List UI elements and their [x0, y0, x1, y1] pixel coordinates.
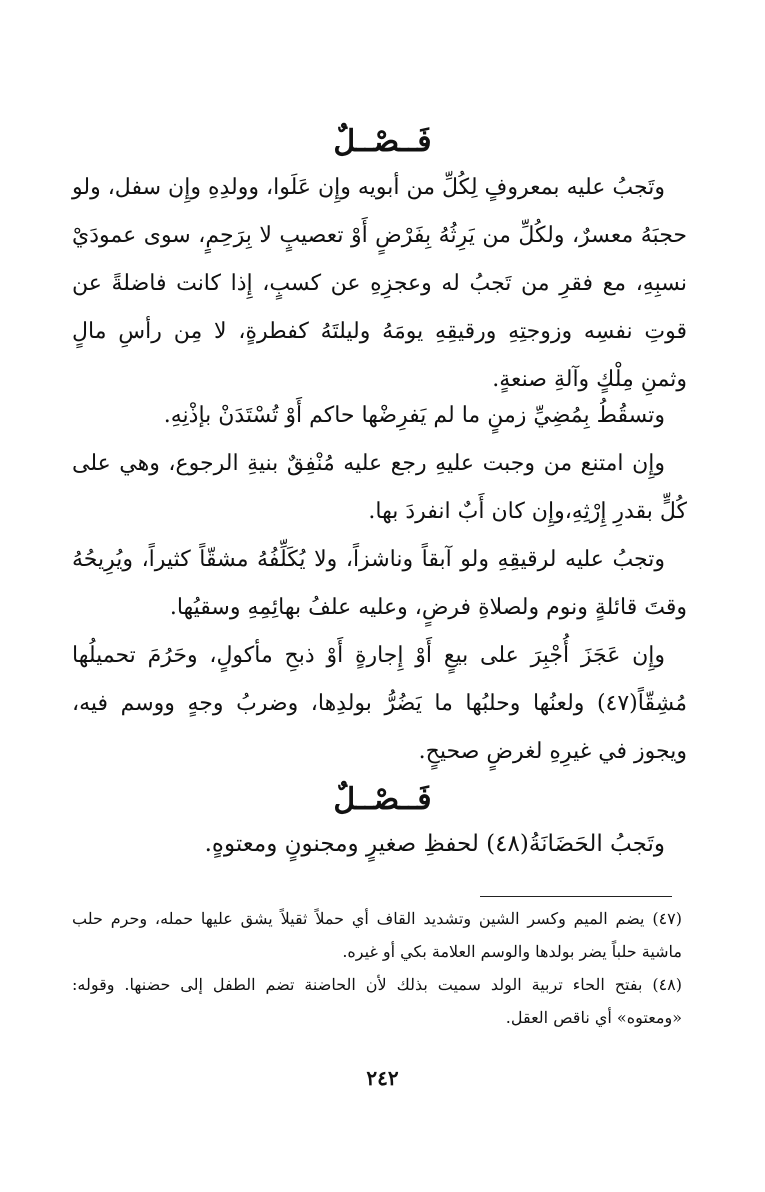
- paragraph: [72, 392, 687, 440]
- paragraph-text: وإِن عَجَزَ أُجْبِرَ على بيعٍ أَوْ إِجارةٍ أَوْ ذبحِ مأكولٍ، وحَرُمَ تحميلُها مُشِقّاً(٤٧) ولعنُها وحلبُها ما يَضُرُّ بولدِها، وضربُ وجهٍ ووسم فيه، ويجوز في غيرِهِ لغرضٍ صحيحٍ.: [72, 643, 687, 764]
- footnote-47: (٤٧) يضم الميم وكسر الشين وتشديد القاف أي حملاً ثقيلاً يشق عليها حمله، وحرم حلب ماشية حلباً يضر بولدها والوسم العلامة بكي أو غيره.: [72, 909, 682, 961]
- paragraph: [72, 820, 687, 868]
- footnote-48: (٤٨) بفتح الحاء تربية الولد سميت بذلك لأن الحاضنة تضم الطفل إلى حضنها. وقوله: «ومعتوه» أي ناقص العقل.: [72, 975, 682, 1027]
- paragraph: [72, 632, 687, 776]
- footnote-divider: [480, 896, 672, 897]
- paragraph-text: وتسقُطُ بِمُضِيِّ زمنٍ ما لم يَفرِضْها حاكم أَوْ تُسْتَدَنْ بإذْنِهِ.: [163, 403, 665, 428]
- paragraph-text: وتَجبُ عليه بمعروفٍ لِكُلِّ من أبويه وإِن عَلَوا، وولدِهِ وإِن سفل، ولو حجبَهُ معسرٌ، ولكُلِّ من يَرِثُهُ بِفَرْضٍ أَوْ تعصيبٍ لا بِرَحِمٍ، سوى عمودَيْ نسبِهِ، مع فقرِ من تَجبُ له وعجزِهِ عن كسبٍ، إِذا كانت فاضلةً عن قوتِ نفسِه وزوجتِهِ ورقيقِهِ يومَهُ وليلتَهُ كفطرةٍ، لا مِن رأسِ مالٍ وثمنِ مِلْكٍ وآلةِ صنعةٍ.: [72, 175, 687, 392]
- paragraph-text: وتَجبُ الحَضَانَةُ(٤٨) لحفظِ صغيرٍ ومجنونٍ ومعتوهٍ.: [204, 831, 665, 857]
- section-heading: فَــصْــلٌ: [333, 124, 432, 159]
- paragraph-text: وتجبُ عليه لرقيقِهِ ولو آبقاً وناشزاً، ولا يُكَلِّفُهُ مشقّاً كثيراً، ويُرِيحُهُ وقتَ قائلةٍ ونوم ولصلاةِ فرضٍ، وعليه علفُ بهائِمِهِ وسقيُها.: [72, 547, 687, 620]
- paragraph: [72, 440, 687, 536]
- section-heading: فَــصْــلٌ: [333, 782, 432, 817]
- page-number: ٢٤٢: [366, 1066, 399, 1090]
- paragraph: [72, 164, 687, 404]
- paragraph-text: وإِن امتنع من وجبت عليهِ رجع عليه مُنْفِقٌ بنيةِ الرجوع، وهي على كُلٍّ بقدرِ إِرْثِهِ،وإِن كان أَبٌ انفردَ بها.: [72, 451, 687, 524]
- paragraph: [72, 536, 687, 632]
